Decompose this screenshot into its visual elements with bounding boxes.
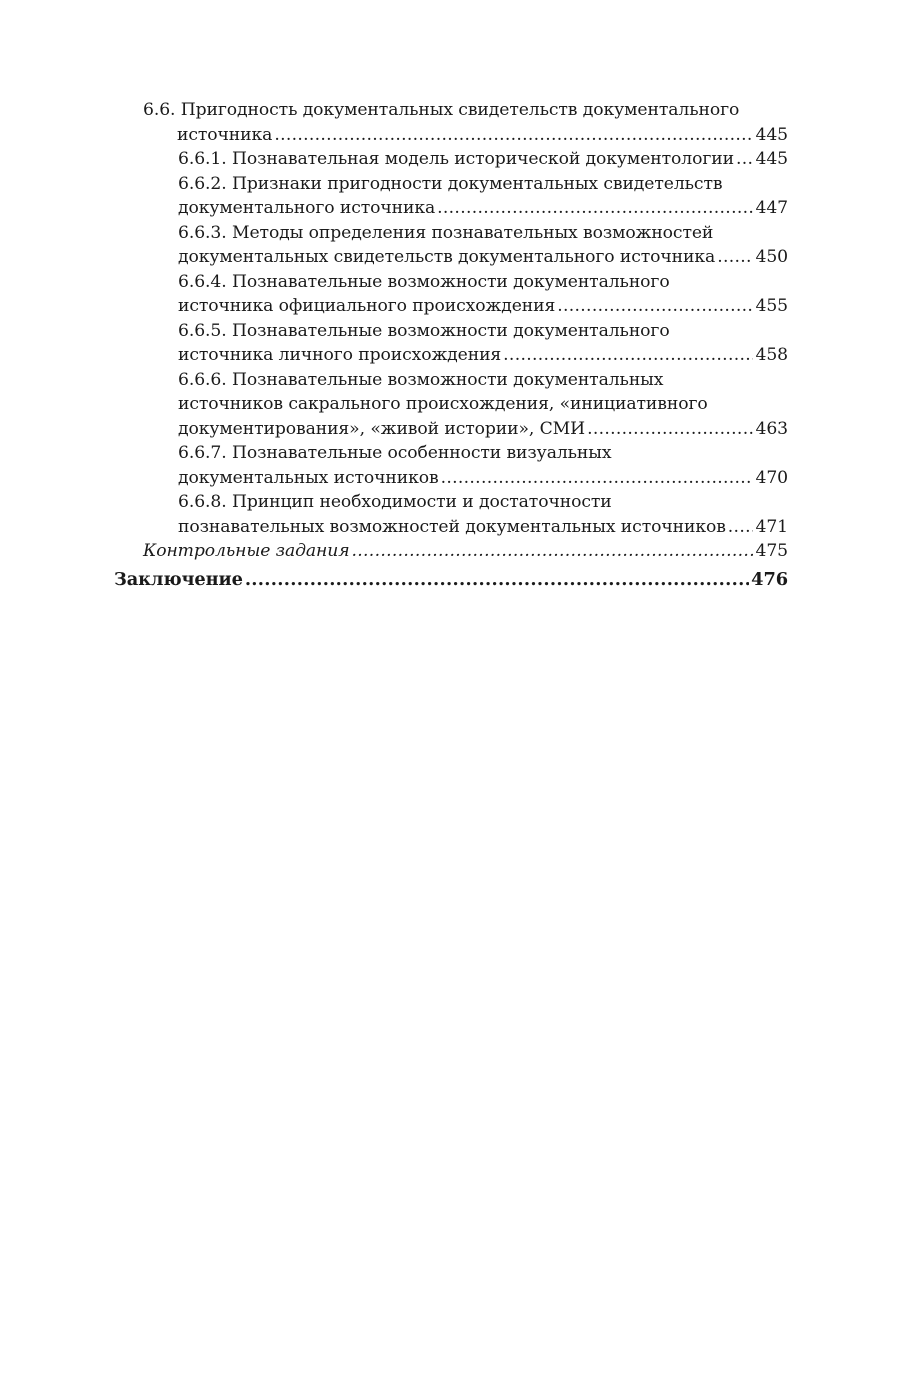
dot-leader (441, 466, 754, 491)
toc-entry-title-continuation: источников сакрального происхождения, «инициативного (178, 394, 708, 414)
toc-entry-6-6-4[interactable] (114, 270, 788, 319)
toc-entry-control-tasks[interactable] (114, 539, 788, 564)
toc-entry-title: Контрольные задания (143, 541, 350, 561)
toc-entry-title: 6.6.7. Познавательные особенности визуальных (178, 443, 612, 463)
dot-leader (736, 147, 754, 172)
toc-entry-title-line (114, 172, 788, 197)
toc-entry-title-line (114, 270, 788, 295)
dot-leader (274, 123, 753, 148)
toc-entry-title-line (114, 319, 788, 344)
toc-entry-6-6-2[interactable] (114, 172, 788, 221)
page-number: 470 (755, 467, 788, 488)
toc-entry-6-6-5[interactable] (114, 319, 788, 368)
dot-leader (728, 515, 754, 540)
toc-entry-title-line (114, 98, 788, 123)
toc-entry-title: 6.6.8. Принцип необходимости и достаточности (178, 492, 612, 512)
page-number: 445 (755, 149, 788, 169)
dot-leader (437, 196, 753, 221)
toc-entry-title-line (114, 123, 788, 148)
toc-entry-title-line (114, 392, 788, 417)
toc-entry-title: 6.6.6. Познавательные возможности документальных (178, 369, 664, 390)
toc-entry-title-line (114, 245, 788, 270)
toc-entry-6-6-7[interactable] (114, 441, 788, 490)
dot-leader (503, 343, 753, 368)
toc-entry-title-continuation: документальных источников (178, 467, 439, 488)
dot-leader (352, 539, 754, 564)
page-number: 450 (755, 247, 788, 267)
toc-entry-title: 6.6.5. Познавательные возможности документального (178, 320, 670, 341)
toc-entry-title-line (114, 441, 788, 466)
toc-entry-title-continuation: документальных свидетельств документального источника (178, 247, 716, 267)
page-number: 476 (751, 568, 788, 590)
toc-entry-title-line (114, 417, 788, 442)
toc-entry-6-6-8[interactable] (114, 490, 788, 539)
dot-leader (557, 294, 753, 319)
toc-entry-title-continuation: документального источника (178, 198, 436, 218)
dot-leader (717, 245, 753, 270)
toc-entry-title: 6.6.4. Познавательные возможности документального (178, 271, 670, 292)
page-number: 471 (755, 516, 788, 537)
toc-entry-title: 6.6. Пригодность документальных свидетельств документального (143, 100, 740, 120)
toc-entry-title-line (114, 466, 788, 491)
toc-entry-title-line (114, 368, 788, 393)
toc-entry-title: 6.6.2. Признаки пригодности документальных свидетельств (178, 173, 723, 194)
toc-entry-title-continuation: источника (177, 124, 273, 145)
toc-entry-title-line (114, 515, 788, 540)
toc-entry-title: 6.6.3. Методы определения познавательных возможностей (178, 222, 714, 243)
toc-entry-6-6-3[interactable] (114, 221, 788, 270)
toc-entry-6-6-1[interactable] (114, 147, 788, 172)
toc-entry-title: 6.6.1. Познавательная модель исторической документологии (178, 149, 734, 169)
page-number: 455 (755, 296, 788, 316)
toc-entry-title-line (114, 196, 788, 221)
toc-entry-6-6-6[interactable] (114, 368, 788, 442)
toc-entry-title-line (114, 343, 788, 368)
toc-entry-title-line (114, 568, 788, 593)
page-number: 447 (755, 198, 788, 218)
toc-entry-title-line (114, 294, 788, 319)
toc-entry-title: Заключение (114, 568, 243, 590)
toc-entry-6-6[interactable] (114, 98, 788, 147)
toc-entry-title-continuation: источника официального происхождения (178, 296, 556, 316)
toc-entry-title-continuation: источника личного происхождения (178, 345, 502, 365)
toc-entry-conclusion[interactable] (114, 568, 788, 593)
page-number: 463 (755, 418, 788, 439)
table-of-contents (114, 98, 788, 592)
page-number: 475 (755, 541, 788, 561)
toc-entry-title-line (114, 221, 788, 246)
page-number: 445 (755, 124, 788, 145)
toc-entry-title-line (114, 539, 788, 564)
page-number: 458 (755, 345, 788, 365)
dot-leader (245, 568, 749, 593)
toc-entry-title-line (114, 490, 788, 515)
toc-entry-title-continuation: документирования», «живой истории», СМИ (178, 418, 586, 439)
dot-leader (587, 417, 753, 442)
toc-entry-title-line (114, 147, 788, 172)
toc-entry-title-continuation: познавательных возможностей документальных источников (178, 516, 726, 537)
